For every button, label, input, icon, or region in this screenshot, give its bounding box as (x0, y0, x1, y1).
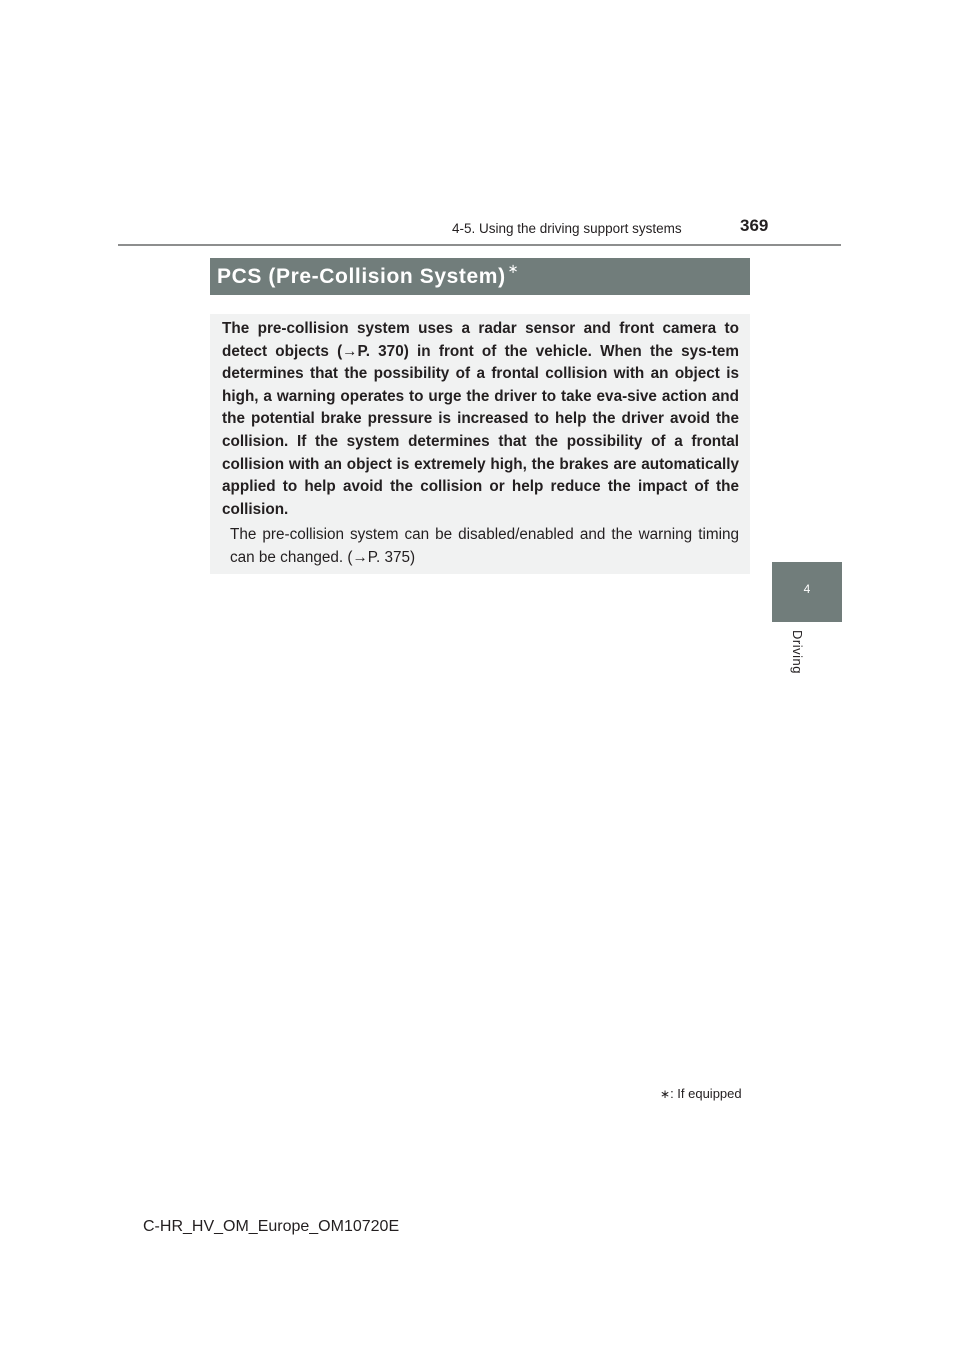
section-title-bar (210, 258, 750, 295)
intro-box (210, 314, 750, 574)
header-divider (118, 244, 841, 246)
page-number: 369 (740, 216, 769, 235)
running-header-section: 4-5. Using the driving support systems (452, 221, 682, 236)
document-code: C-HR_HV_OM_Europe_OM10720E (143, 1218, 400, 1235)
footnote-marker: ∗ (660, 1087, 671, 1101)
footnote-text: : If equipped (670, 1086, 742, 1101)
footnote (660, 1086, 742, 1101)
chapter-tab (772, 562, 842, 622)
equipment-marker: ∗ (507, 260, 519, 276)
intro-main-text: The pre-collision system uses a radar sensor and front camera to detect objects (→P. 370) in front of the vehicle. When the sys-tem determines that the possibility of a frontal collision with an object is high, a warning operates to urge the driver to take eva-sive action and the potential brake pressure is increased to help the driver avoid the collision. If the system determines that the possibility of a frontal collision with an object is extremely high, the brakes are automatically applied to help avoid the collision or help reduce the impact of the collision. (222, 320, 739, 518)
intro-note-text: The pre-collision system can be disabled/enabled and the warning timing can be changed. (→P. 375) (230, 526, 739, 566)
section-title: PCS (Pre-Collision System) (217, 264, 506, 288)
chapter-number: 4 (803, 582, 811, 596)
chapter-label: Driving (790, 630, 805, 674)
